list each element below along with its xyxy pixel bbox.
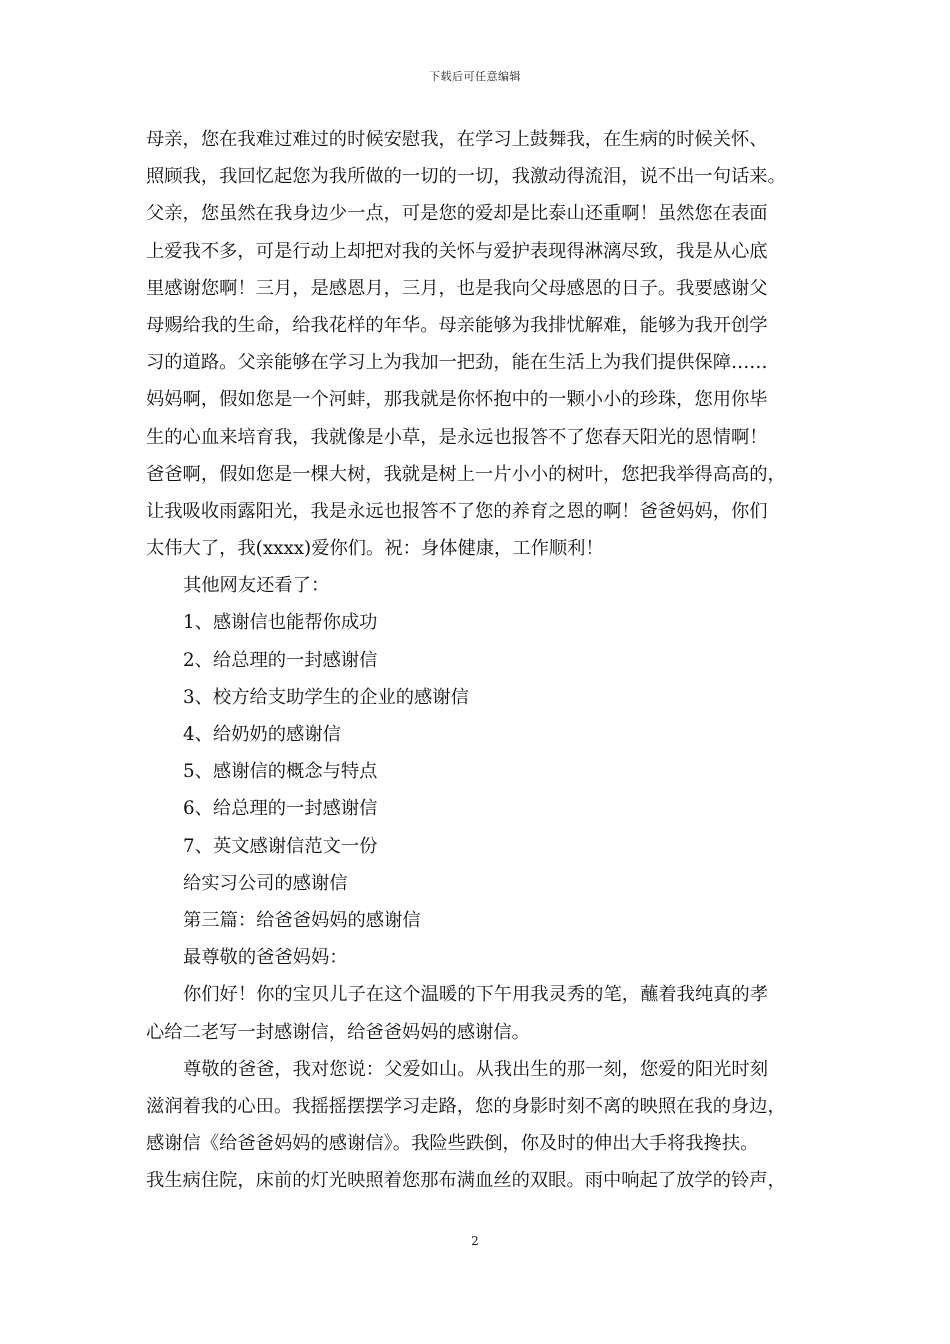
text-line: 习的道路。父亲能够在学习上为我加一把劲，能在生活上为我们提供保障…… [146, 352, 768, 374]
text-line: 第三篇：给爸爸妈妈的感谢信 [183, 909, 421, 931]
page-number: 2 [471, 1234, 479, 1248]
text-line: 3、校方给支助学生的企业的感谢信 [183, 686, 469, 708]
text-line: 我生病住院，床前的灯光映照着您那布满血丝的双眼。雨中响起了放学的铃声， [146, 1170, 786, 1192]
text-line: 里感谢您啊！三月，是感恩月，三月，也是我向父母感恩的日子。我要感谢父 [146, 277, 768, 299]
text-line: 4、给奶奶的感谢信 [183, 724, 341, 745]
text-line: 母赐给我的生命，给我花样的年华。母亲能够为我排忧解难，能够为我开创学 [146, 314, 768, 336]
text-line: 7、英文感谢信范文一份 [183, 835, 378, 857]
text-line: 6、给总理的一封感谢信 [183, 798, 378, 820]
text-line: 上爱我不多，可是行动上却把对我的关怀与爱护表现得淋漓尽致，我是从心底 [146, 240, 768, 262]
text-line: 你们好！你的宝贝儿子在这个温暖的下午用我灵秀的笔，蘸着我纯真的孝 [183, 984, 768, 1006]
page-header: 下载后可任意编辑 [429, 70, 521, 83]
text-line: 照顾我，我回忆起您为我所做的一切的一切，我激动得流泪，说不出一句话来。 [146, 166, 786, 188]
text-line: 最尊敬的爸爸妈妈： [183, 947, 348, 969]
text-line: 让我吸收雨露阳光，我是永远也报答不了您的养育之恩的啊！爸爸妈妈，你们 [146, 500, 768, 522]
text-line: 母亲，您在我难过难过的时候安慰我，在学习上鼓舞我，在生病的时候关怀、 [146, 129, 768, 150]
text-line: 爸爸啊，假如您是一棵大树，我就是树上一片小小的树叶，您把我举得高高的， [146, 463, 786, 485]
text-line: 妈妈啊，假如您是一个河蚌，那我就是你怀抱中的一颗小小的珍珠，您用你毕 [146, 389, 768, 411]
document-body [146, 121, 826, 1199]
text-line: 滋润着我的心田。我摇摇摆摆学习走路，您的身影时刻不离的映照在我的身边， [146, 1095, 786, 1117]
text-line: 父亲，您虽然在我身边少一点，可是您的爱却是比泰山还重啊！虽然您在表面 [146, 203, 768, 225]
text-line: 2、给总理的一封感谢信 [183, 649, 378, 671]
text-line: 5、感谢信的概念与特点 [183, 761, 378, 783]
text-line: 其他网友还看了： [183, 575, 330, 597]
text-line: 心给二老写一封感谢信，给爸爸妈妈的感谢信。 [146, 1021, 530, 1043]
text-line: 尊敬的爸爸，我对您说：父爱如山。从我出生的那一刻，您爱的阳光时刻 [183, 1058, 768, 1080]
text-line: 太伟大了，我(xxxx)爱你们。祝：身体健康，工作顺利！ [146, 538, 604, 560]
text-line: 1、感谢信也能帮你成功 [183, 612, 378, 634]
text-line: 生的心血来培育我，我就像是小草，是永远也报答不了您春天阳光的恩情啊！ [146, 426, 768, 448]
text-line: 感谢信《给爸爸妈妈的感谢信》。我险些跌倒，你及时的伸出大手将我搀扶。 [146, 1133, 759, 1155]
text-line: 给实习公司的感谢信 [183, 872, 348, 894]
